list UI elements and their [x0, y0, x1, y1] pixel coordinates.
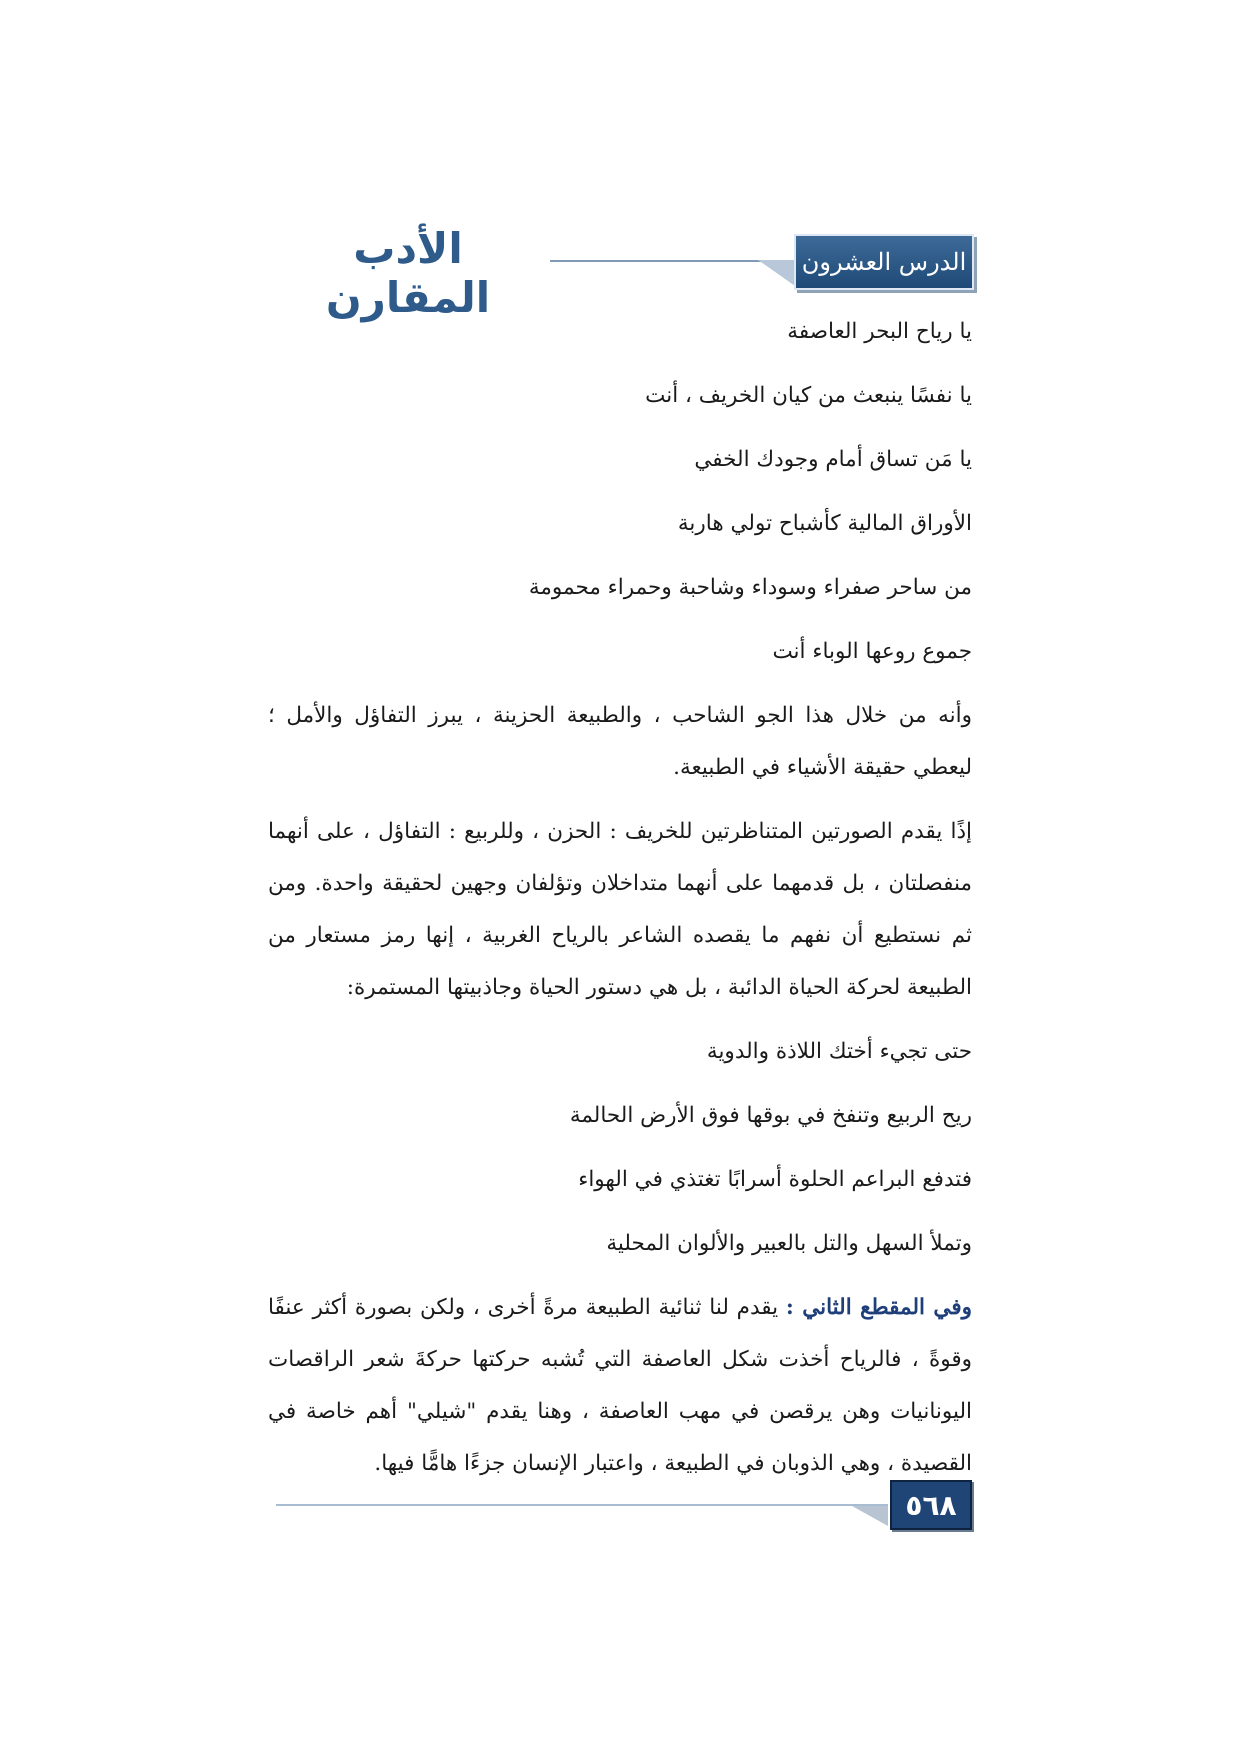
body-paragraph: إذًا يقدم الصورتين المتناظرتين للخريف : الحزن ، وللربيع : التفاؤل ، على أنهما منفصلتان ، بل قدمهما على أنهما متداخلان وتؤلفان وجهين لحقيقة واحدة. ومن ثم نستطيع أن نفهم ما يقصده الشاعر بالرياح الغربية ، إنها رمز مستعار من الطبيعة لحركة الحياة الدائبة ، بل هي دستور الحياة وجاذبيتها المستمرة:: [268, 819, 972, 1000]
page-number: ٥٦٨: [890, 1480, 972, 1530]
badge-shadow: [758, 260, 798, 288]
section-label: وفي المقطع الثاني :: [785, 1295, 972, 1320]
verse-line: ريح الربيع وتنفخ في بوقها فوق الأرض الحالمة: [569, 1103, 972, 1128]
subject-title: الأدب المقارن: [325, 224, 491, 322]
footer-rule: [276, 1504, 888, 1506]
verse-line: من ساحر صفراء وسوداء وشاحبة وحمراء محمومة: [528, 575, 972, 600]
verse-line: حتى تجيء أختك اللاذة والدوية: [706, 1039, 972, 1064]
body-paragraph: [268, 1282, 972, 1490]
verse-line: الأوراق المالية كأشباح تولي هاربة: [677, 511, 972, 536]
verse-line: يا رياح البحر العاصفة: [787, 319, 972, 344]
body-paragraph: وأنه من خلال هذا الجو الشاحب ، والطبيعة الحزينة ، يبرز التفاؤل والأمل ؛ ليعطي حقيقة الأشياء في الطبيعة.: [268, 703, 972, 780]
verse-line: يا مَن تساق أمام وجودك الخفي: [694, 447, 972, 472]
footer-shadow: [852, 1506, 888, 1526]
verse-line: يا نفسًا ينبعث من كيان الخريف ، أنت: [645, 383, 972, 408]
page-header: [270, 224, 974, 322]
verse-line: جموع روعها الوباء أنت: [772, 639, 972, 664]
page-footer: [276, 1480, 972, 1530]
verse-line: فتدفع البراعم الحلوة أسرابًا تغتذي في الهواء: [578, 1167, 972, 1192]
lesson-badge: الدرس العشرون: [794, 234, 974, 290]
page-content: [268, 306, 972, 1502]
verse-line: وتملأ السهل والتل بالعبير والألوان المحلية: [606, 1231, 972, 1256]
paragraph-text: يقدم لنا ثنائية الطبيعة مرةً أخرى ، ولكن بصورة أكثر عنفًا وقوةً ، فالرياح أخذت شكل العاصفة التي تُشبه حركتها حركةَ شعر الراقصات اليونانيات وهن يرقصن في مهب العاصفة ، وهنا يقدم "شيلي" أهم خاصة في القصيدة ، وهي الذوبان في الطبيعة ، واعتبار الإنسان جزءًا هامًّا فيها.: [268, 1295, 972, 1476]
